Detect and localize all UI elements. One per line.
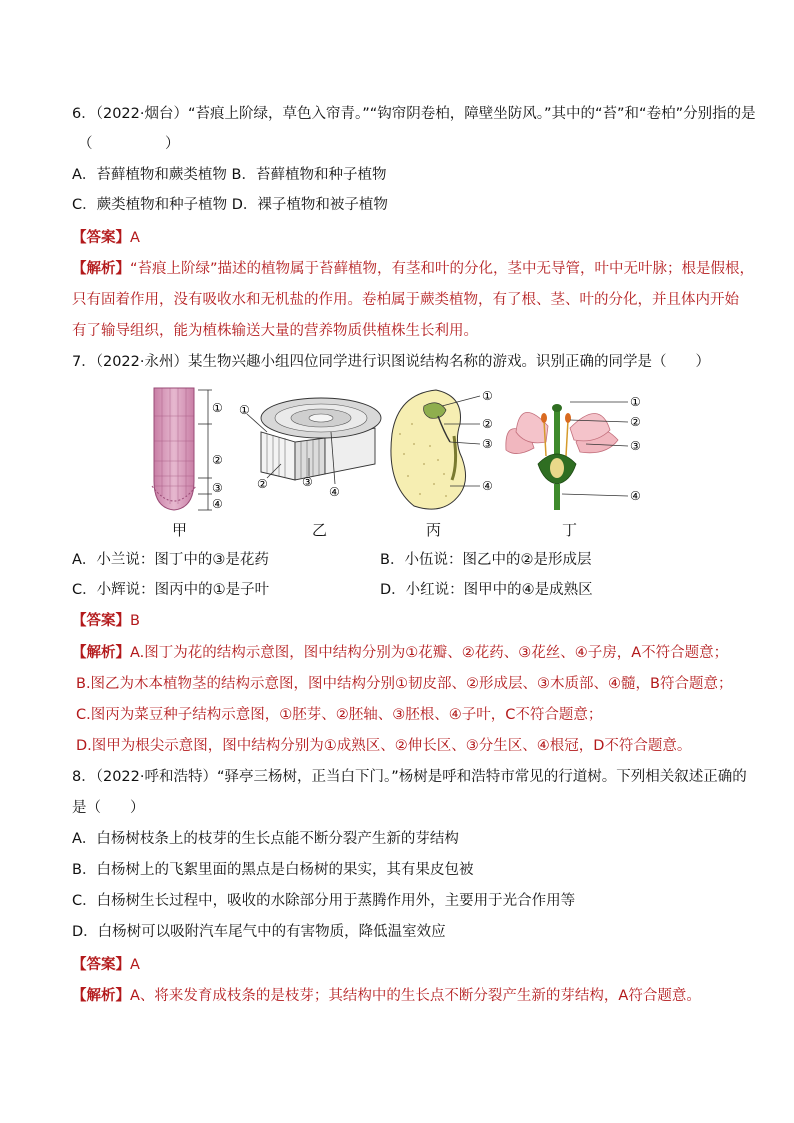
q8-stem-line-1: 8．（2022·呼和浩特）“驿亭三杨树，正当白下门。”杨树是呼和浩特市常见的行道树。下列相关叙述正确的 <box>72 769 747 785</box>
flower-marker-3: ③ <box>630 439 641 453</box>
stem-marker-3: ③ <box>302 475 313 489</box>
flower-figure <box>500 386 660 514</box>
stem-figure <box>235 392 385 502</box>
stem-marker-4: ④ <box>329 485 340 499</box>
root-marker-4: ④ <box>212 497 223 511</box>
figure-caption-yi: 乙 <box>312 521 328 539</box>
answer-label: 【答案】 <box>72 613 130 629</box>
analysis-label: 【解析】 <box>72 645 130 661</box>
q7-option-b: B．小伍说：图乙中的②是形成层 <box>380 552 592 568</box>
q7-option-d: D．小红说：图甲中的④是成熟区 <box>380 582 593 598</box>
q6-options-cd: C．蕨类植物和种子植物 D．裸子植物和被子植物 <box>72 197 388 213</box>
figure-caption-bing: 丙 <box>426 521 442 539</box>
q7-analysis-line-1: 【解析】A.图丁为花的结构示意图，图中结构分别为①花瓣、②花药、③花丝、④子房，A不符合题意； <box>72 645 729 661</box>
seed-marker-4: ④ <box>482 479 493 493</box>
analysis-label: 【解析】 <box>72 261 130 277</box>
q6-answer <box>72 228 140 248</box>
seed-marker-3: ③ <box>482 437 493 451</box>
stem-marker-2: ② <box>257 477 268 491</box>
q6-analysis-line-3: 有了输导组织，能为植株输送大量的营养物质供植株生长利用。 <box>72 323 478 339</box>
q8-analysis: 【解析】A、将来发育成枝条的是枝芽；其结构中的生长点不断分裂产生新的芽结构，A符合题意。 <box>72 988 701 1004</box>
flower-marker-2: ② <box>630 415 641 429</box>
root-tip-figure <box>140 386 240 514</box>
answer-label: 【答案】 <box>72 957 130 973</box>
bean-seed-figure <box>384 384 509 514</box>
seed-marker-2: ② <box>482 417 493 431</box>
q7-option-a: A．小兰说：图丁中的③是花药 <box>72 552 269 568</box>
q7-answer <box>72 611 140 631</box>
q8-answer <box>72 955 140 975</box>
root-marker-3: ③ <box>212 481 223 495</box>
q6-options-ab: A．苔藓植物和蕨类植物 B．苔藓植物和种子植物 <box>72 167 387 183</box>
answer-value: A <box>130 957 140 973</box>
q7-analysis-line-3: C.图丙为菜豆种子结构示意图，①胚芽、②胚轴、③胚根、④子叶，C不符合题意； <box>76 707 603 723</box>
q6-paren: （ ） <box>78 136 180 152</box>
q8-option-a: A．白杨树枝条上的枝芽的生长点能不断分裂产生新的芽结构 <box>72 831 459 847</box>
q7-analysis-line-4: D.图甲为根尖示意图，图中结构分别为①成熟区、②伸长区、③分生区、④根冠，D不符合题意。 <box>76 738 692 754</box>
flower-marker-1: ① <box>630 395 641 409</box>
answer-value: B <box>130 613 140 629</box>
analysis-label: 【解析】 <box>72 988 130 1004</box>
q7-option-c: C．小辉说：图丙中的①是子叶 <box>72 582 270 598</box>
stem-marker-1: ① <box>239 403 250 417</box>
figure-caption-ding: 丁 <box>562 521 578 539</box>
root-marker-1: ① <box>212 401 223 415</box>
answer-value: A <box>130 230 140 246</box>
flower-marker-4: ④ <box>630 489 641 503</box>
answer-label: 【答案】 <box>72 230 130 246</box>
q7-stem: 7．（2022·永州）某生物兴趣小组四位同学进行识图说结构名称的游戏。识别正确的同学是（ ） <box>72 354 710 370</box>
q8-stem-line-2: 是（ ） <box>72 800 145 816</box>
q8-option-d: D．白杨树可以吸附汽车尾气中的有害物质，降低温室效应 <box>72 924 446 940</box>
q6-analysis-line-2: 只有固着作用，没有吸收水和无机盐的作用。卷柏属于蕨类植物，有了根、茎、叶的分化，并且体内开始 <box>72 292 739 308</box>
seed-marker-1: ① <box>482 389 493 403</box>
q6-stem: 6．（2022·烟台）“苔痕上阶绿，草色入帘青。”“钩帘阴卷柏，障壁坐防风。”其中的“苔”和“卷柏”分别指的是 <box>72 106 756 122</box>
q8-option-c: C．白杨树生长过程中，吸收的水除部分用于蒸腾作用外，主要用于光合作用等 <box>72 893 576 909</box>
figure-caption-jia: 甲 <box>172 521 188 539</box>
q6-analysis-line-1: 【解析】“苔痕上阶绿”描述的植物属于苔藓植物，有茎和叶的分化，茎中无导管，叶中无叶脉；根是假根， <box>72 261 755 277</box>
q8-option-b: B．白杨树上的飞絮里面的黑点是白杨树的果实，其有果皮包被 <box>72 862 474 878</box>
root-marker-2: ② <box>212 453 223 467</box>
q7-analysis-line-2: B.图乙为木本植物茎的结构示意图，图中结构分别①韧皮部、②形成层、③木质部、④髓，B符合题意； <box>76 676 733 692</box>
